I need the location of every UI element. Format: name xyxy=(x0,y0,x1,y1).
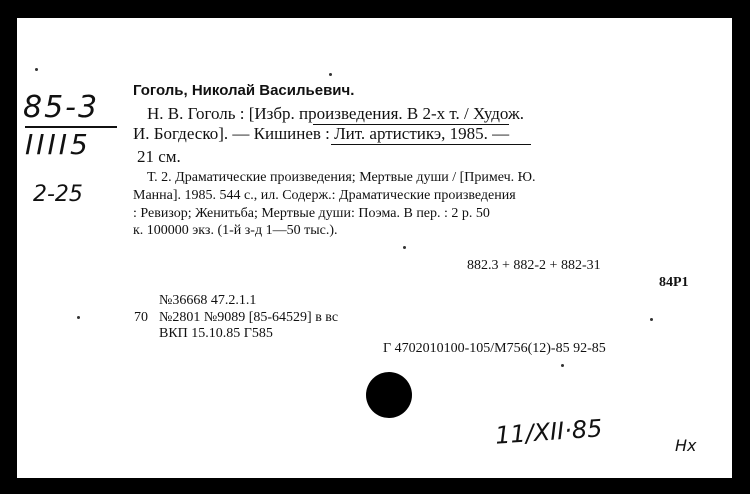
publisher-underline xyxy=(331,144,531,145)
index-code: Г 4702010100-105/М756(12)-85 92-85 xyxy=(383,341,606,356)
title-line-2: И. Богдеско]. — Кишинев : Лит. артистикэ, 1985. — xyxy=(133,124,510,143)
card-punch-hole xyxy=(366,372,412,418)
card-speck xyxy=(77,316,80,319)
classification-numbers: 882.3 + 882-2 + 882-31 xyxy=(467,258,601,273)
volume-line-4: к. 100000 экз. (1-й з-д 1—50 тыс.). xyxy=(133,223,338,238)
volume-line-2: Манна]. 1985. 544 с., ил. Содерж.: Драматические произведения xyxy=(133,188,516,203)
card-speck xyxy=(35,68,38,71)
card-speck xyxy=(329,73,332,76)
author-heading: Гоголь, Николай Васильевич. xyxy=(133,82,355,99)
registration-line-3: ВКП 15.10.85 Г585 xyxy=(159,326,273,341)
card-speck xyxy=(561,364,564,367)
card-speck xyxy=(650,318,653,321)
title-line-3: 21 см. xyxy=(137,147,181,166)
author-mark: 84Р1 xyxy=(659,275,689,290)
registration-line-1: №36668 47.2.1.1 xyxy=(159,293,257,308)
card-speck xyxy=(403,246,406,249)
handwritten-call-number-top: 85-3 xyxy=(23,90,100,125)
catalog-card xyxy=(17,18,732,478)
handwritten-call-number-bottom: IIII5 xyxy=(25,128,91,161)
registration-line-2: №2801 №9089 [85-64529] в вс xyxy=(159,310,339,325)
handwritten-date: 11/XII·85 xyxy=(494,414,604,450)
handwritten-copies-number: 2-25 xyxy=(33,182,83,207)
volume-line-1: Т. 2. Драматические произведения; Мертвые души / [Примеч. Ю. xyxy=(147,170,536,185)
volume-line-3: : Ревизор; Женитьба; Мертвые души: Поэма. В пер. : 2 р. 50 xyxy=(133,206,490,221)
registration-prefix: 70 xyxy=(134,310,148,325)
handwritten-initials: Нх xyxy=(675,436,697,455)
title-line-1: Н. В. Гоголь : [Избр. произведения. В 2-х т. / Худож. xyxy=(147,104,524,123)
